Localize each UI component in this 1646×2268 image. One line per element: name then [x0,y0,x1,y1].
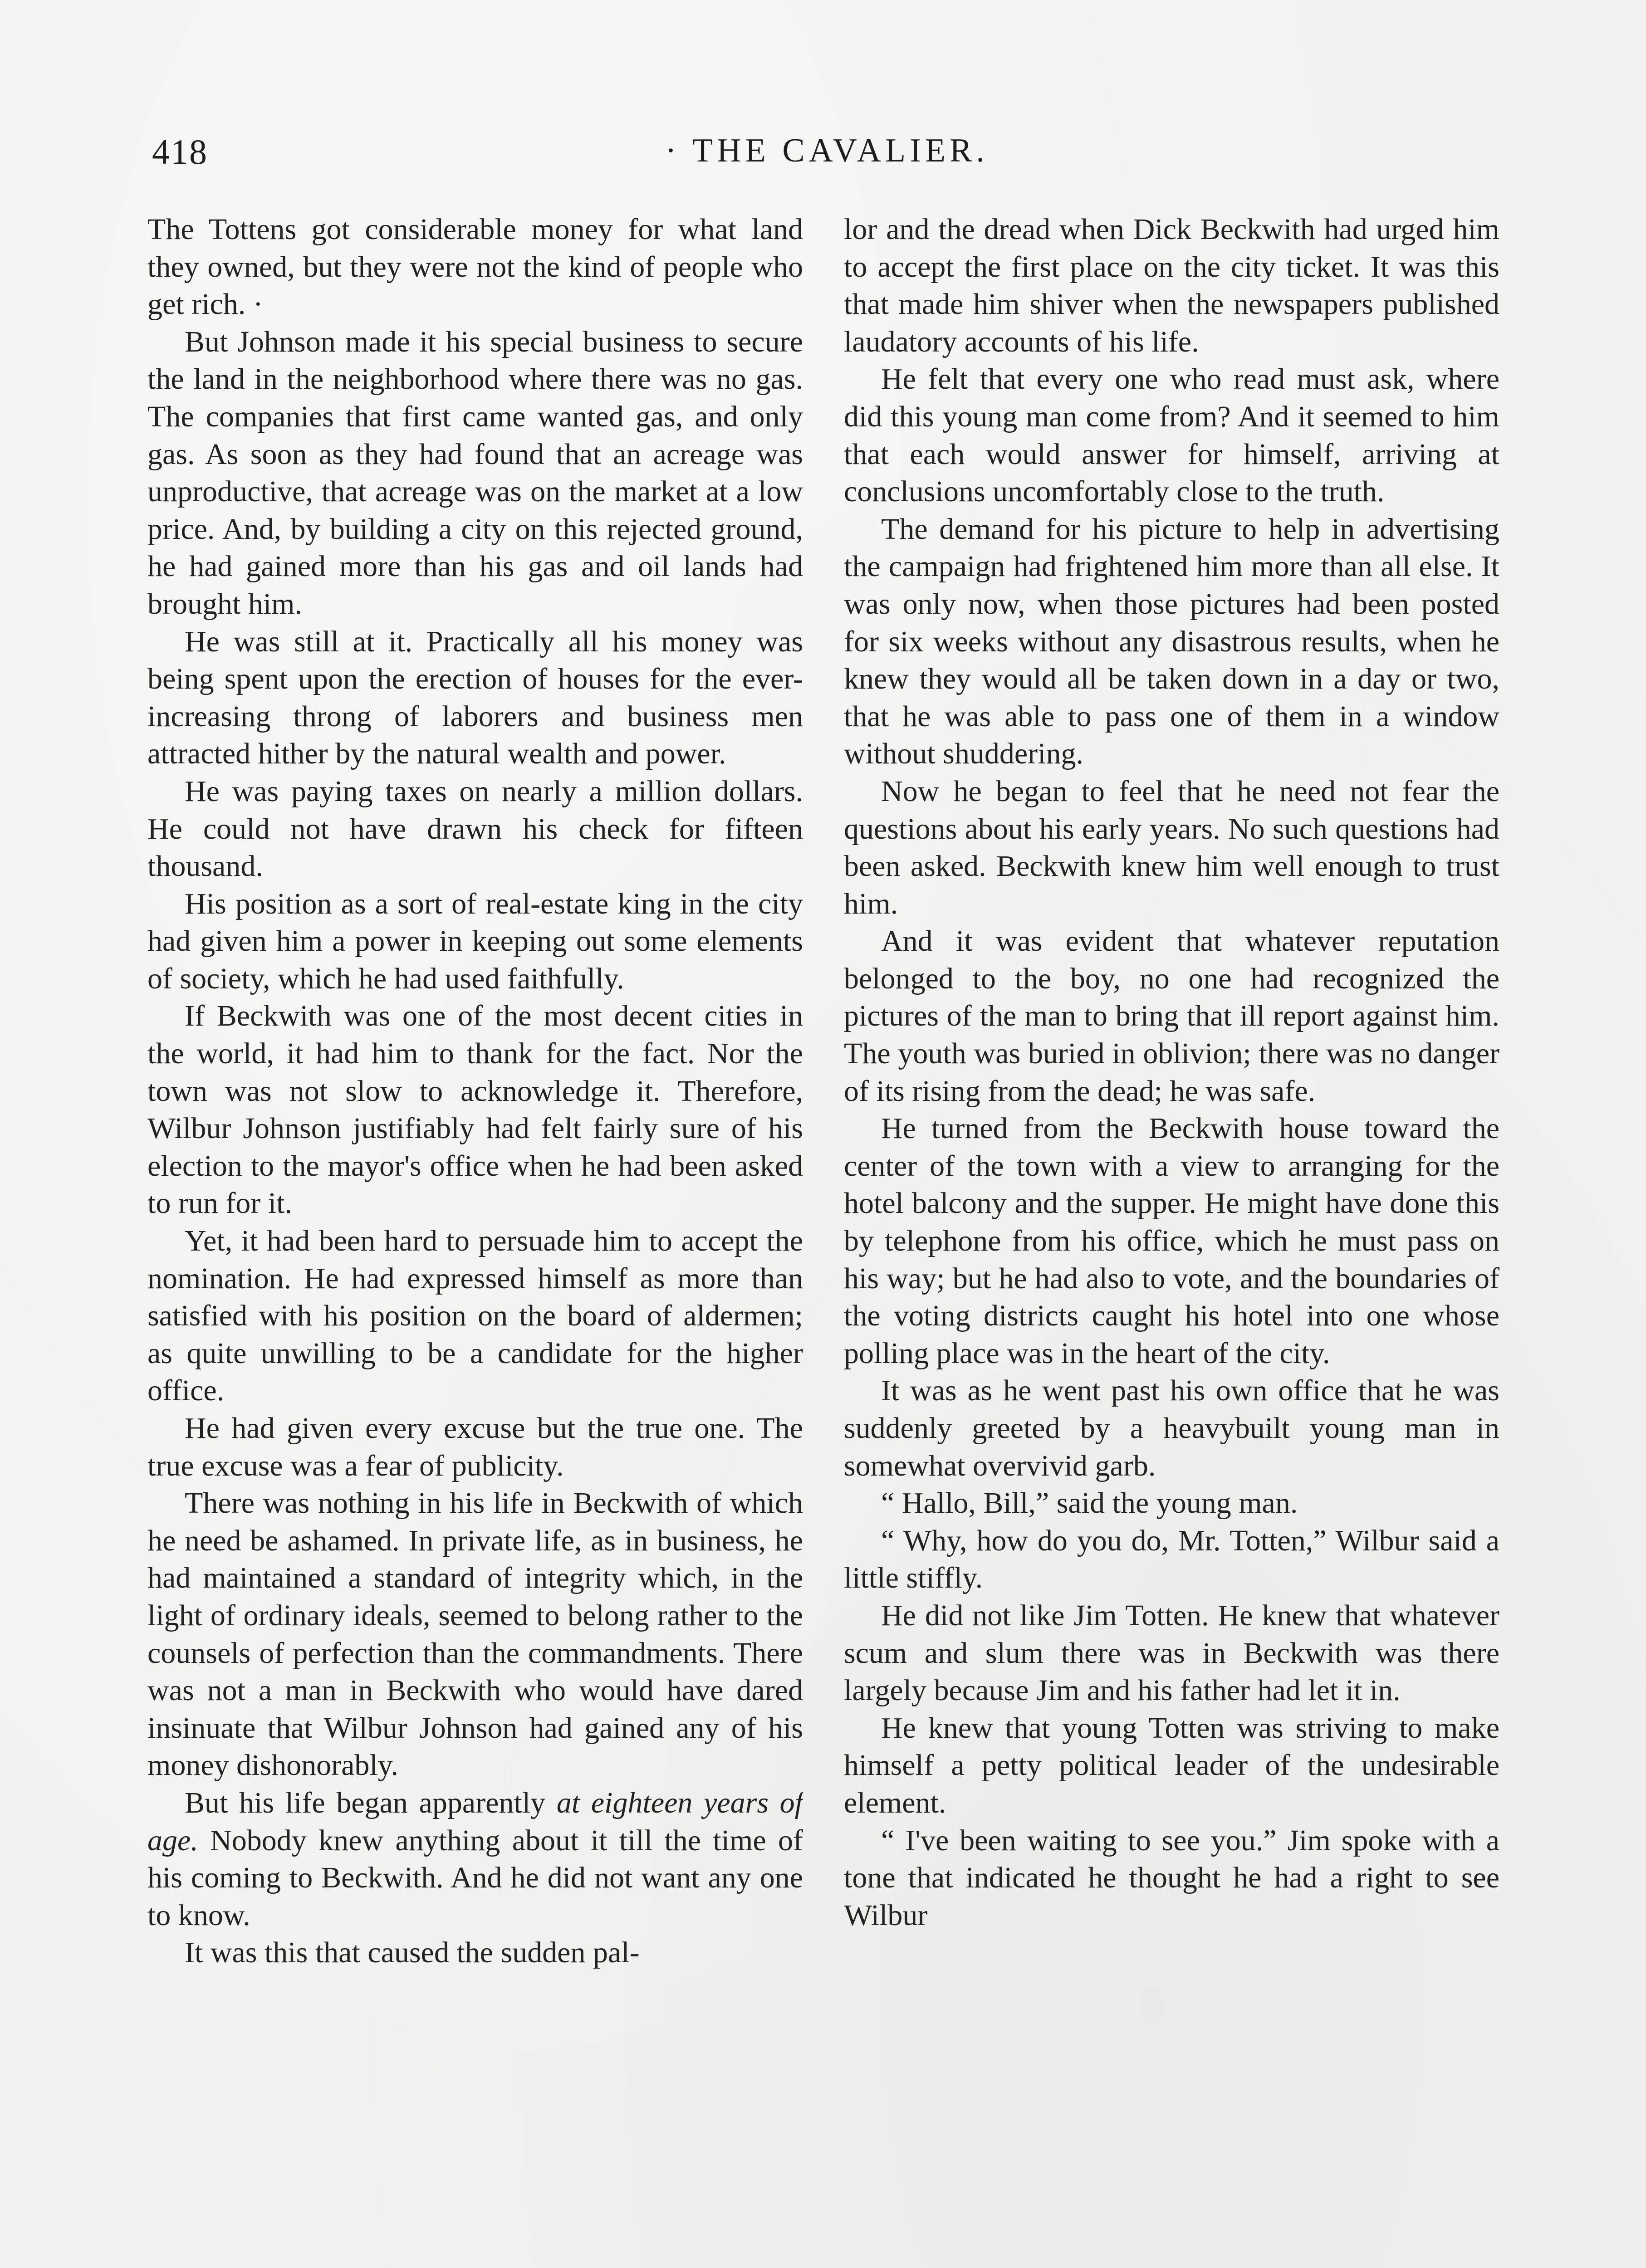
paragraph: He turned from the Beckwith house toward the center of the town with a view to arranging for the hotel balcony and the supper. He might have done this by telephone from his office, which he must pass on his way; but he had also to vote, and the boundaries of the voting districts caught his hotel into one whose polling place was in the heart of the city. [844,1112,1499,1370]
paragraph: It was this that caused the sudden pal- [185,1936,640,1970]
paragraph: Now he began to feel that he need not fear the questions about his early years. No such questions had been asked. Beckwith knew him well enough to trust him. [844,774,1499,920]
italic-phrase: at eighteen years of age. [147,1786,803,1857]
running-title: · THE CAVALIER. [665,132,989,169]
paragraph: He was still at it. Practically all his money was being spent upon the erection of houses for the ever-increasing throng of laborers and business men attracted hither by the natural wealth and power. [147,625,803,771]
paragraph-continued: lor and the dread when Dick Beckwith had urged him to accept the first place on the city ticket. It was this that made him shiver when the newspapers published laudatory accounts of his life. [844,213,1499,358]
left-column [147,211,803,2268]
paragraph: And it was evident that whatever reputation belonged to the boy, no one had recognized the pictures of the man to bring that ill report against him. The youth was buried in oblivion; there was no danger of its rising from the dead; he was safe. [844,924,1499,1108]
paragraph: The demand for his picture to help in advertising the campaign had frightened him more than all else. It was only now, when those pictures had been posted for six weeks without any disastrous results, when he knew they would all be taken down in a day or two, that he was able to pass one of them in a window without shuddering. [844,512,1499,771]
page-header [152,132,1502,186]
text-run: Nobody knew anything about it till the time of his coming to Beckwith. And he did not want any one to know. [147,1823,803,1932]
paragraph: But Johnson made it his special business to secure the land in the neighborhood where there was no gas. The companies that first came wanted gas, and only gas. As soon as they had found that an acreage was unproductive, that acreage was on the market at a low price. And, by building a city on this rejected ground, he had gained more than his gas and oil lands had brought him. [147,325,803,621]
paragraph: If Beckwith was one of the most decent cities in the world, it had him to thank for the fact. Nor the town was not slow to acknowledge it. Therefore, Wilbur Johnson justifiably had felt fairly sure of his election to the mayor's office when he had been asked to run for it. [147,999,803,1220]
paragraph: He did not like Jim Totten. He knew that whatever scum and slum there was in Beckwith was there largely because Jim and his father had let it in. [844,1598,1499,1707]
paragraph: Yet, it had been hard to persuade him to accept the nomination. He had expressed himself as more than satisfied with his position on the board of aldermen; as quite unwilling to be a candidate for the higher office. [147,1224,803,1408]
paragraph-with-italic [147,1784,803,1934]
paragraph: He was paying taxes on nearly a million dollars. He could not have drawn his check for fifteen thousand. [147,774,803,883]
dialogue-paragraph: “ I've been waiting to see you.” Jim spoke with a tone that indicated he thought he had a right to see Wilbur [844,1823,1499,1932]
dialogue-paragraph: “ Why, how do you do, Mr. Totten,” Wilbur said a little stiffly. [844,1524,1499,1595]
paragraph: The Tottens got considerable money for what land they owned, but they were not the kind of people who get rich. · [147,213,803,321]
right-column [844,211,1499,2268]
paragraph: It was as he went past his own office that he was suddenly greeted by a heavybuilt young man in somewhat overvivid garb. [844,1374,1499,1482]
dialogue-paragraph: “ Hallo, Bill,” said the young man. [881,1486,1298,1520]
page-number: 418 [152,132,208,171]
paragraph: He felt that every one who read must ask, where did this young man come from? And it seemed to him that each would answer for himself, arriving at conclusions uncomfortably close to the truth. [844,362,1499,508]
paragraph: He knew that young Totten was striving to make himself a petty political leader of the undesirable element. [844,1711,1499,1819]
paragraph: There was nothing in his life in Beckwith of which he need be ashamed. In private life, as in business, he had maintained a standard of integrity which, in the light of ordinary ideals, seemed to belong rather to the counsels of perfection than the commandments. There was not a man in Beckwith who would have dared insinuate that Wilbur Johnson had gained any of his money dishonorably. [147,1486,803,1782]
text-run: But his life began apparently [185,1786,557,1819]
paragraph: He had given every excuse but the true one. The true excuse was a fear of publicity. [147,1412,803,1482]
paragraph: His position as a sort of real-estate king in the city had given him a power in keeping out some elements of society, which he had used faithfully. [147,887,803,995]
